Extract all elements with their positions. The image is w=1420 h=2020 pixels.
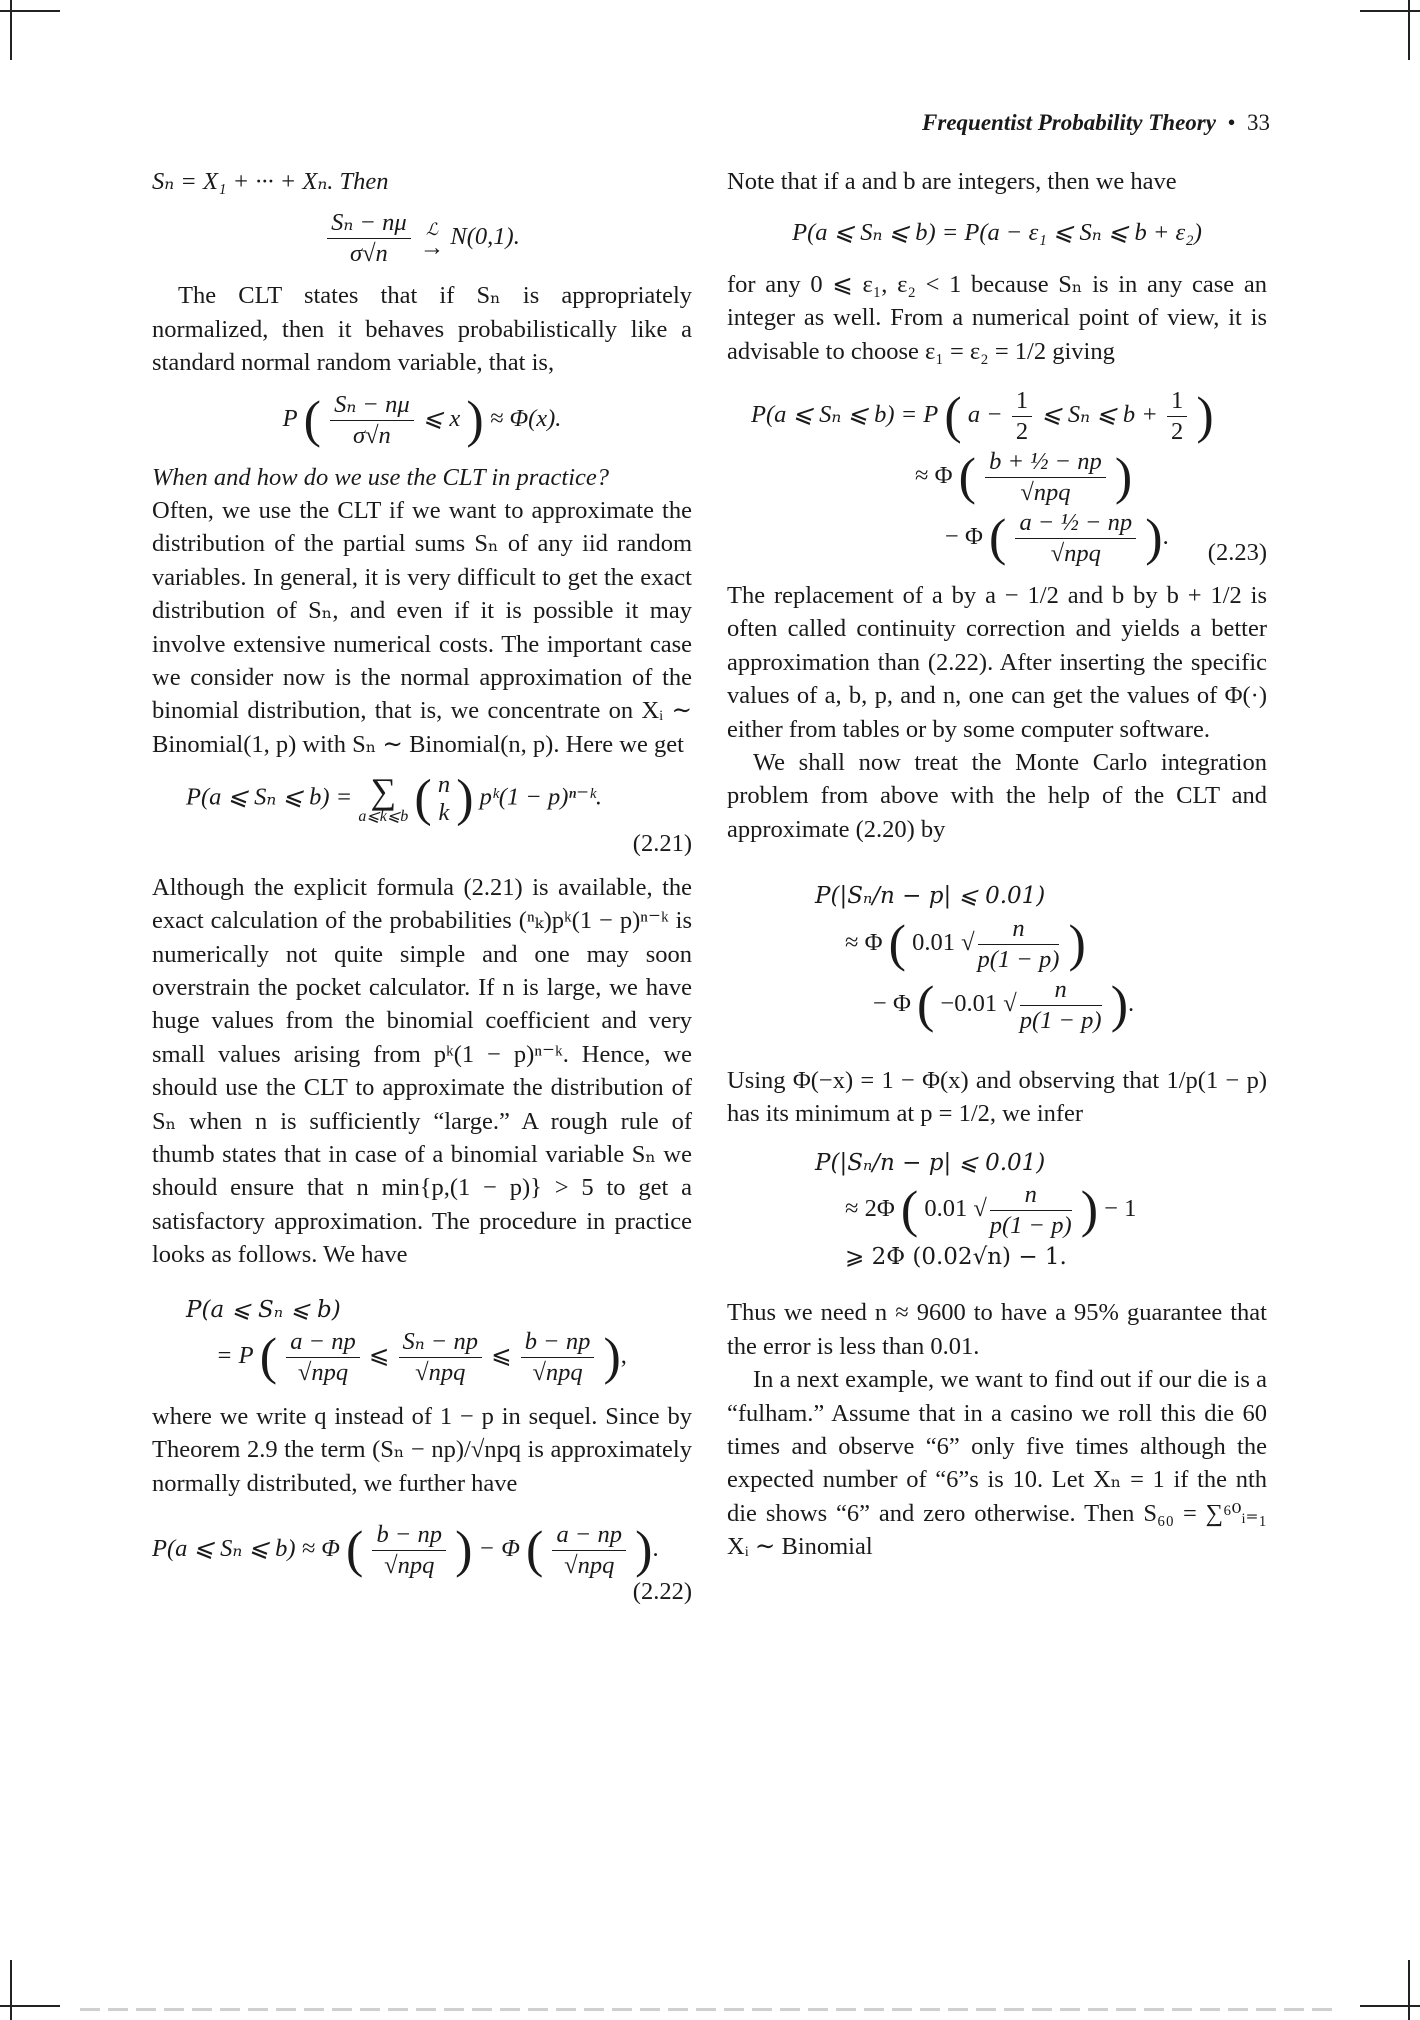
numerator: 1 [1012, 386, 1032, 417]
paragraph: Although the explicit formula (2.21) is available, the exact calculation of the probabilities (ⁿₖ)pᵏ(1 − p)ⁿ⁻ᵏ is numerically not quite simple and one may soon overstrain the pocket calculator. If n is large, we have huge values from the binomial coefficient and very small values arising from pᵏ(1 − p)ⁿ⁻ᵏ. Hence, we should use the CLT to approximate the distribution of Sₙ when n is sufficiently “large.” A rough rule of thumb states that in case of a binomial variable Sₙ we should ensure that n min{p,(1 − p)} > 5 to get a satisfactory approximation. The procedure in practice looks as follows. We have [152, 873, 692, 1269]
minus-phi: − Φ [873, 989, 911, 1017]
le-symbol: ⩽ [491, 1342, 512, 1370]
equation-mid: − Φ [478, 1535, 520, 1563]
denominator: p(1 − p) [977, 945, 1060, 973]
prob-symbol: P [282, 404, 298, 432]
numerator: n [978, 914, 1060, 945]
equation-tag: (2.23) [1207, 539, 1267, 567]
period: . [1128, 989, 1135, 1017]
equation-rhs: N(0,1). [450, 223, 520, 251]
equation-term: ⩽ Sₙ ⩽ b + [1041, 401, 1158, 429]
denominator: √npq [384, 1552, 435, 1580]
binom-bottom: k [438, 799, 450, 827]
equation-rhs: pᵏ(1 − p)ⁿ⁻ᵏ. [479, 783, 603, 811]
paragraph: The replacement of a by a − 1/2 and b by b + 1/2 is often called continuity correction and yields a better approximation than (2.22). After inserting the specific values of a, b, p, and n, one can get the values of Φ(·) either from tables or by some computer software. [727, 582, 1267, 743]
paragraph: Using Φ(−x) = 1 − Φ(x) and observing that 1/p(1 − p) has its minimum at p = 1/2, we infer [727, 1066, 1267, 1128]
paragraph: We shall now treat the Monte Carlo integration problem from above with the help of the CLT and approximate (2.20) by [727, 749, 1267, 843]
approx-phi: ≈ Φ [845, 928, 883, 956]
inequality: ⩽ x [422, 404, 461, 432]
page-number: 33 [1247, 110, 1270, 135]
numerator: Sₙ − np [399, 1327, 482, 1358]
numerator: n [990, 1180, 1072, 1211]
equation-2-21: P(a ⩽ Sₙ ⩽ b) = ∑ a⩽k⩽b ( n k ) pᵏ(1 − p)ⁿ⁻ᵏ. (2.21) [152, 771, 692, 860]
crop-mark [0, 10, 60, 12]
numerator: b + ½ − np [985, 447, 1106, 478]
equation-line: P(|Sₙ/n − p| ⩽ 0.01) [815, 883, 1046, 910]
crop-mark [1360, 10, 1420, 12]
denominator: p(1 − p) [1019, 1006, 1102, 1034]
numerator: b − np [372, 1520, 446, 1551]
binom-top: n [437, 771, 451, 799]
equation-clt [152, 208, 692, 269]
equation-lhs: P(a ⩽ Sₙ ⩽ b) = P [751, 401, 939, 429]
equation-rhs: ≈ Φ(x). [489, 404, 562, 432]
denominator: σ√n [350, 240, 388, 268]
paragraph: Thus we need n ≈ 9600 to have a 95% guarantee that the error is less than 0.01. [727, 1299, 1267, 1360]
crop-mark [10, 1960, 12, 2020]
period: . [1162, 523, 1169, 551]
crop-mark [1360, 2005, 1420, 2007]
running-header [880, 110, 1270, 136]
crop-mark [10, 0, 12, 60]
denominator: √npq [1020, 479, 1071, 507]
equation-eq: = P [216, 1342, 254, 1370]
crop-mark [0, 2005, 60, 2007]
equation-term: a − [967, 401, 1003, 429]
comma: , [620, 1342, 627, 1370]
numerator: 1 [1167, 386, 1187, 417]
approx-2phi: ≈ 2Φ [845, 1195, 895, 1223]
left-column [152, 165, 692, 1619]
equation-bound: P(|Sₙ/n − p| ⩽ 0.01) ≈ 2Φ ( 0.01 √ $\frac{n}{p(1 - p)}$ ) − 1 ⩾ 2Φ (0.02√n) − 1. [727, 1147, 1267, 1275]
arrow: → [419, 233, 445, 261]
equation-2-22: P(a ⩽ Sₙ ⩽ b) ≈ Φ ( $\frac{b - np}{\text{√npq}}$ ) − Φ ( $\frac{a - np}{\text{√npq}}$ ). (2.22) [152, 1520, 692, 1608]
denominator: √npq [532, 1358, 583, 1386]
equation-lhs: P(a ⩽ Sₙ ⩽ b) ≈ Φ [152, 1535, 340, 1563]
numerator: a − np [286, 1327, 360, 1358]
equation-tag: (2.22) [632, 1578, 692, 1606]
question-heading: When and how do we use the CLT in practice? [152, 463, 610, 491]
numerator: a − ½ − np [1015, 508, 1136, 539]
denominator: √npq [1050, 540, 1101, 568]
sum-range: a⩽k⩽b [358, 808, 409, 826]
numerator: n [1020, 975, 1102, 1006]
header-bullet: • [1227, 110, 1236, 135]
constant: −0.01 [940, 989, 998, 1017]
fraction [330, 390, 414, 451]
denominator: p(1 − p) [989, 1211, 1072, 1239]
crop-mark [1408, 0, 1410, 60]
numerator: a − np [552, 1520, 626, 1551]
equation-line: P(a ⩽ Sₙ ⩽ b) [186, 1296, 341, 1323]
numerator: b − np [521, 1327, 595, 1358]
denominator: 2 [1170, 418, 1184, 446]
minus-phi: − Φ [945, 523, 983, 551]
period: . [652, 1535, 659, 1563]
numerator: Sₙ − nμ [330, 390, 414, 421]
paragraph: Note that if a and b are integers, then we have [727, 168, 1177, 195]
paragraph: Often, we use the CLT if we want to approximate the distribution of the partial sums Sₙ of any iid random variables. In general, it is very difficult to get the exact distribution of Sₙ, and even if it is possible it may involve extensive numerical costs. The important case we consider now is the normal approximation of the binomial distribution, that is, we concentrate on Xᵢ ∼ Binomial(1, p) with Sₙ ∼ Binomial(n, p). Here we get [152, 497, 692, 758]
le-symbol: ⩽ [368, 1342, 390, 1370]
equation-standardized: P(a ⩽ Sₙ ⩽ b) = P ( $\frac{a - np}{\text{√npq}}$ ⩽ $\frac{\text{Sₙ − np}}{\text{√npq}}$ ⩽ $\frac{b - np}{\text{√npq}}$ ), [152, 1294, 692, 1388]
denominator: √npq [297, 1358, 349, 1386]
denominator: 2 [1015, 418, 1029, 446]
equation-lhs: P(a ⩽ Sₙ ⩽ b) = [186, 783, 353, 811]
right-column [727, 165, 1267, 1564]
running-title: Frequentist Probability Theory [922, 110, 1216, 135]
denominator: √npq [415, 1358, 466, 1386]
equation-integer: P(a ⩽ Sₙ ⩽ b) = P(a − ε₁ ⩽ Sₙ ⩽ b + ε₂) [792, 219, 1202, 247]
equation-line: ⩾ 2Φ (0.02√n) − 1. [845, 1243, 1067, 1270]
equation-2-23: P(a ⩽ Sₙ ⩽ b) = P ( a − $\frac{1}{2}$ ⩽ Sₙ ⩽ b + $\frac{1}{2}$ ) ≈ Φ ( $\frac{\text{b + ½ − np}}{\text{√npq}}$ ) − Φ ( $\frac{\text{a − ½ − np}}{\text{√npq}}$ ). (2.23) [727, 386, 1267, 569]
minus-one: − 1 [1104, 1195, 1137, 1223]
paragraph: Sₙ = X₁ + ··· + Xₙ. Then [152, 168, 389, 195]
constant: 0.01 [924, 1195, 968, 1223]
paragraph: In a next example, we want to find out if our die is a “fulham.” Assume that in a casino we roll this die 60 times and observe “6” only five times although the expected number of “6”s is 10. Let Xₙ = 1 if the nth die shows “6” and zero otherwise. Then S₆₀ = ∑⁶⁰ᵢ₌₁ Xᵢ ∼ Binomial [727, 1366, 1267, 1561]
denominator: σ√n [352, 421, 391, 449]
equation-line: P(|Sₙ/n − p| ⩽ 0.01) [815, 1149, 1046, 1176]
sum-symbol: ∑ [370, 771, 397, 812]
equation-tag: (2.21) [632, 830, 692, 858]
denominator: √npq [564, 1552, 615, 1580]
paragraph: for any 0 ⩽ ε₁, ε₂ < 1 because Sₙ is in any case an integer as well. From a numerical point of view, it is advisable to choose ε₁ = ε₂ = 1/2 giving [727, 270, 1267, 365]
numerator: Sₙ − nμ [327, 208, 411, 239]
paragraph: The CLT states that if Sₙ is appropriately normalized, then it behaves probabilistically like a standard normal random variable, that is, [152, 282, 692, 377]
convergence-symbol: ℒ [425, 219, 439, 239]
footer-trim-line [80, 2008, 1340, 2011]
constant: 0.01 [912, 928, 955, 956]
paragraph: where we write q instead of 1 − p in sequel. Since by Theorem 2.9 the term (Sₙ − np)/√npq is approximately normally distributed, we further have [152, 1402, 692, 1497]
equation-normalized: P ( $\frac{\text{Sₙ − nμ}}{\sigma√n}$ ⩽ x ) ≈ Φ(x). [282, 390, 562, 449]
crop-mark [1408, 1960, 1410, 2020]
approx-phi: ≈ Φ [915, 462, 953, 490]
fraction [327, 208, 411, 269]
equation-monte-carlo: P(|Sₙ/n − p| ⩽ 0.01) ≈ Φ ( 0.01 √ $\frac{n}{p(1 - p)}$ ) − Φ ( −0.01 √ $\frac{n}{p(1 - p)}$ ). [727, 880, 1267, 1035]
